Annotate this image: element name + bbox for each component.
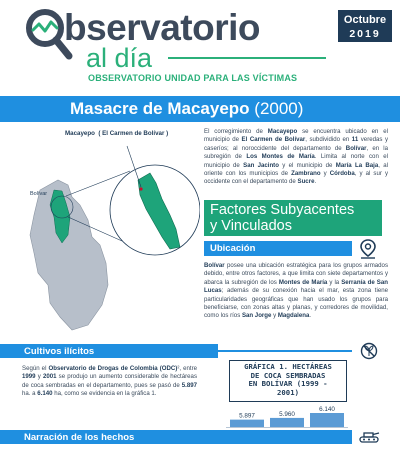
cultivos-title: Cultivos ilícitos (24, 345, 95, 357)
cultivos-paragraph (22, 365, 197, 399)
text-run: y la (327, 278, 342, 286)
narracion-heading (0, 430, 352, 444)
text-run: y (271, 312, 278, 320)
tank-icon (358, 429, 380, 445)
text-run: San Jacinto (243, 161, 279, 169)
title-band (0, 96, 400, 122)
text-run: San Jorge (241, 312, 272, 320)
text-run: Los Montes de María (246, 153, 315, 161)
text-run: ; además de su conexión hacia el mar, esta zona tiene particularidades geográficas que han usado los grupos para beneficiarse, con zonas altas y planas, y corredores de movilidad, como los ríos (204, 287, 388, 320)
text-run: Córdoba (329, 170, 355, 178)
text-run: , y al sur y occidente con el departamento de (204, 170, 388, 186)
text-run: y el municipio de (278, 161, 336, 169)
chart-bar (230, 420, 264, 427)
text-run: . (314, 178, 317, 186)
chart-value-label: 5.897 (239, 412, 255, 420)
page-title (70, 99, 303, 119)
chart-value-label: 6.140 (319, 406, 335, 413)
text-run: Según el (22, 365, 49, 372)
chart-title-line: GRÁFICA 1. HECTÁREAS (244, 362, 332, 371)
text-run: se encuentra ubicado en el municipio de (204, 128, 388, 144)
logo-subtitle: al día (86, 43, 153, 73)
text-run: Montes de María (278, 278, 328, 286)
chart-value-label: 5.960 (279, 410, 295, 418)
text-run: 1999 (22, 373, 36, 381)
ubicacion-title: Ubicación (210, 243, 256, 254)
chart-title-line: EN BOLÍVAR (1999 - (248, 379, 328, 388)
chart-title (230, 361, 346, 397)
text-run: Zambrano (291, 170, 321, 178)
chart-title-line: DE COCA SEMBRADAS (250, 370, 326, 380)
issue-month: Octubre (343, 14, 387, 26)
text-run: veredas y caseríos; al noroccidente del departamento de (204, 136, 388, 152)
cultivos-heading-rule (218, 350, 352, 352)
text-run: , al oriente con los municipios de (204, 161, 389, 178)
text-run: . Limita al norte con el municipio de (204, 153, 388, 169)
intro-paragraph (204, 128, 388, 187)
title-main: Masacre de Macayepo (70, 99, 250, 118)
map-region-label: Bolívar (30, 191, 48, 197)
text-run: Sucre (297, 178, 315, 186)
text-run: y (35, 373, 43, 381)
no-plant-icon (360, 342, 378, 360)
location-pin-icon (358, 238, 378, 260)
issue-year: 2019 (349, 28, 381, 40)
issue-date-badge (338, 10, 392, 42)
text-run: , en la subregión de (204, 144, 388, 161)
chart-bar (310, 413, 344, 427)
text-run: y (320, 170, 330, 178)
text-run: 11 (351, 136, 359, 144)
text-run: , subdividido en (305, 136, 352, 144)
colombia-map (10, 125, 200, 335)
text-run: ², entre (177, 365, 198, 372)
cultivos-heading (0, 344, 218, 358)
text-run: 2001 (42, 373, 57, 381)
text-run: se produjo un aumento considerable de hectáreas de coca sembradas en el departamento, pues se pasó de (22, 373, 197, 389)
chart-title-line: 2001) (277, 387, 299, 397)
logo-divider (168, 57, 326, 59)
narracion-title: Narración de los hechos (24, 431, 135, 443)
logo-tagline: OBSERVATORIO UNIDAD PARA LAS VÍCTIMAS (88, 73, 298, 83)
title-year: (2000) (254, 99, 304, 118)
text-run: ha. a (22, 390, 38, 398)
text-run: Magdalena (277, 312, 310, 320)
map-area (10, 125, 200, 335)
text-run: 6.140 (37, 390, 53, 398)
map-location-label: Macayepo ( El Carmen de Bolívar ) (65, 130, 169, 137)
text-run: Bolívar (345, 144, 367, 152)
text-run: 5.897 (181, 381, 197, 389)
ubicacion-paragraph (204, 262, 388, 321)
text-run: María La Baja (335, 161, 379, 169)
text-run: ha, como se evidencia en la gráfica 1. (52, 390, 157, 398)
text-run: Macayepo (267, 128, 298, 135)
text-run: El Carmen de Bolívar (241, 136, 306, 144)
logo-wordmark: bservatorio (64, 7, 261, 48)
text-run: Bolívar (204, 262, 225, 269)
text-run: . (309, 312, 312, 320)
factores-heading (204, 200, 382, 236)
chart-bar (270, 418, 304, 427)
text-run: Serranía de San Lucas (204, 278, 388, 295)
factores-line-1: Factores Subyacentes (210, 202, 355, 218)
text-run: El corregimiento de (204, 128, 268, 135)
ubicacion-heading (204, 241, 352, 256)
text-run: posee una ubicación estratégica para los grupos armados debido, entre otros factores, a que limita con siete departamentos y abarca la subregión de los (204, 262, 388, 286)
factores-line-2: y Vinculados (210, 218, 292, 234)
text-run: Observatorio de Drogas de Colombia (ODC) (48, 365, 178, 372)
masthead (0, 0, 400, 90)
